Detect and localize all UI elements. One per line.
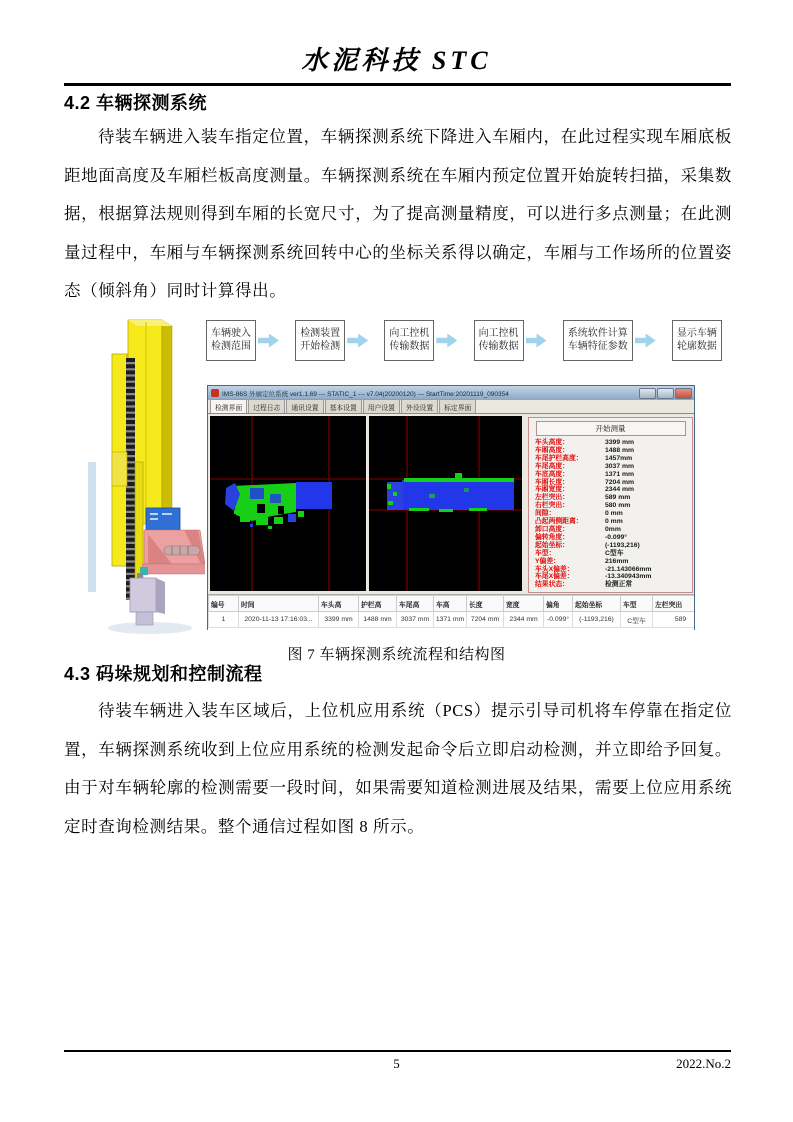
flow-box (384, 320, 434, 361)
flow-step (384, 320, 459, 361)
page-number: 5 (393, 1056, 400, 1071)
table-header-cell: 时间 (239, 596, 319, 612)
table-cell: (-1193,216) (573, 612, 621, 628)
measurement-value: -21.143066mm (605, 565, 652, 573)
flow-box (672, 320, 722, 361)
measurement-row (535, 550, 692, 558)
minimize-button-icon (639, 388, 656, 399)
close-button-icon (675, 388, 692, 399)
table-cell: 1488 mm (359, 612, 397, 628)
measurement-value: 0mm (605, 525, 621, 533)
flow-box-line2: 传输数据 (478, 340, 519, 352)
scan-top-view-panel (369, 416, 522, 591)
measurement-value: 3037 mm (605, 462, 635, 470)
table-header-cell: 护栏高 (359, 596, 397, 612)
measurement-label: 卸口高度： (535, 525, 569, 533)
window-controls (639, 388, 692, 399)
table-cell: -0.099° (544, 612, 573, 628)
tab: 基本设置 (325, 399, 362, 413)
measurement-value: 216mm (605, 557, 629, 565)
flow-arrow-right-icon (436, 334, 457, 348)
table-header-cell: 车型 (621, 596, 653, 612)
results-table (208, 594, 694, 630)
maximize-button-icon (657, 388, 674, 399)
issue-number: 2022.No.2 (676, 1056, 731, 1071)
table-cell: 3037 mm (397, 612, 434, 628)
header-rule (64, 83, 731, 86)
start-measure-button: 开始测量 (536, 421, 686, 436)
flow-box-line1: 检测装置 (300, 328, 341, 339)
tab: 用户设置 (363, 399, 400, 413)
flow-box-line1: 显示车辆 (676, 328, 717, 339)
measurement-label: 左栏突出： (535, 494, 569, 502)
flow-box-line1: 车辆驶入 (211, 328, 251, 339)
flow-arrow-right-icon (635, 334, 656, 348)
flow-box-line2: 车辆特征参数 (567, 340, 628, 352)
tab: 过程日志 (248, 399, 285, 413)
measurement-row (535, 439, 692, 447)
flow-box-line1: 系统软件计算 (567, 328, 628, 339)
table-row (209, 612, 695, 628)
measurement-row (535, 534, 692, 542)
paragraph-4-3: 待装车辆进入装车区域后，上位机应用系统（PCS）提示引导司机将车停靠在指定位置，车辆探测系统收到上位应用系统的检测发起命令后立即启动检测，并立即给予回复。由于对车辆轮廓的检测需要一段时间，如果需要知道检测进展及结果，需要上位应用系统定时查询检测结果。整个通信过程如图 8 所示。 (64, 701, 732, 836)
flow-box-line1: 向工控机 (389, 328, 430, 339)
table-header-cell: 车头高 (319, 596, 359, 612)
table-header-cell: 车高 (434, 596, 467, 612)
measurement-row (535, 526, 692, 534)
flow-step (563, 320, 658, 361)
table-cell: 7204 mm (467, 612, 504, 628)
flow-step (206, 320, 281, 361)
process-flowchart (206, 320, 722, 361)
measurement-row (535, 447, 692, 455)
flow-arrow-right-icon (526, 334, 547, 348)
flow-step (295, 320, 370, 361)
measurement-label: 车尾高度： (535, 462, 569, 470)
flow-step (474, 320, 549, 361)
measurement-label: 车型： (535, 549, 556, 557)
flow-box (206, 320, 256, 361)
flow-box-line2: 开始检测 (300, 340, 341, 352)
journal-title: 水泥科技 STC (301, 46, 492, 75)
figure-caption: 图 7 车辆探测系统流程和结构图 (287, 647, 506, 663)
table-cell: 1 (209, 612, 239, 628)
measurement-row (535, 581, 692, 589)
table-header-cell: 编号 (209, 596, 239, 612)
measurement-value: -0.099° (605, 533, 627, 541)
measurement-value: -13.340943mm (605, 573, 652, 581)
flow-step (672, 320, 722, 361)
vehicle-detector-3d-model-image (88, 312, 205, 638)
scan-side-view-panel (210, 416, 366, 591)
table-cell: C型车 (621, 612, 653, 628)
paragraph-4-2: 待装车辆进入装车指定位置，车辆探测系统下降进入车厢内，在此过程实现车厢底板距地面高度及车厢栏板高度测量。车辆探测系统在车厢内预定位置开始旋转扫描，采集数据，根据算法规则得到车厢的长宽尺寸，为了提高测量精度，可以进行多点测量；在此测量过程中，车厢与车辆探测系统回转中心的坐标关系得以确定，车厢与工作场所的位置姿态（倾斜角）同时计算得出。 (64, 127, 732, 300)
measurement-label: 车尾X偏差： (535, 573, 574, 581)
measurement-label: 结果状态： (535, 581, 569, 589)
flow-box (474, 320, 524, 361)
table-cell: 2020-11-13 17:16:03... (239, 612, 319, 628)
window-title: IMS-86S 外廓定位系统 ver1.1.69 --- STATIC_1 --- v7.04(20200120) --- StartTime:20201119_090354 (222, 390, 509, 398)
measurement-row (535, 502, 692, 510)
software-screenshot (207, 385, 695, 630)
measurement-row (535, 455, 692, 463)
measurement-value: 7204 mm (605, 478, 635, 486)
measurement-label: 车厢长度： (535, 478, 569, 486)
measurement-label: 车尾护栏高度： (535, 454, 583, 462)
table-header-cell: 长度 (467, 596, 504, 612)
measurement-label: 车头高度： (535, 439, 569, 446)
measurement-panel (528, 417, 693, 593)
section-heading-4-2: 4.2 车辆探测系统 (64, 93, 208, 113)
measurement-row (535, 558, 692, 566)
measurement-value: 3399 mm (605, 439, 635, 446)
measurement-value: (-1193,216) (605, 541, 640, 549)
measurement-label: 车厢宽度： (535, 486, 569, 494)
measurement-label: 车厢高度： (535, 446, 569, 454)
measurement-value: 1488 mm (605, 446, 635, 454)
tab: 检测界面 (210, 399, 247, 413)
measurement-value: C型车 (605, 549, 624, 557)
measurement-row (535, 471, 692, 479)
measurement-label: 偏转角度： (535, 533, 569, 541)
flow-box (295, 320, 345, 361)
app-icon (211, 389, 219, 397)
flow-box (563, 320, 633, 361)
measurement-label: 起始坐标： (535, 541, 569, 549)
measurement-value: 580 mm (605, 502, 631, 510)
tab-bar (208, 400, 694, 414)
flow-arrow-right-icon (347, 334, 368, 348)
measurement-label: 车头X偏差： (535, 565, 574, 573)
flow-arrow-right-icon (258, 334, 279, 348)
tab: 通讯设置 (286, 399, 323, 413)
measurement-value: 检测正常 (605, 581, 633, 589)
flow-box-line1: 向工控机 (478, 328, 519, 339)
measurement-label: 凸起两侧距离： (535, 518, 583, 526)
section-heading-4-3: 4.3 码垛规划和控制流程 (64, 664, 263, 684)
measurement-label: 右栏突出： (535, 502, 569, 510)
table-header-row (209, 596, 695, 612)
measurement-value: 0 mm (605, 510, 623, 518)
table-header-cell: 宽度 (504, 596, 544, 612)
measurement-list (529, 438, 692, 589)
measurement-row (535, 542, 692, 550)
measurement-value: 1457mm (605, 454, 633, 462)
measurement-row (535, 510, 692, 518)
table-header-cell: 左栏突出 (653, 596, 695, 612)
measurement-label: 车底高度： (535, 470, 569, 478)
table-cell: 3399 mm (319, 612, 359, 628)
measurement-value: 2344 mm (605, 486, 635, 494)
table-header-cell: 车尾高 (397, 596, 434, 612)
window-titlebar (208, 386, 694, 400)
measurement-label: Y偏差： (535, 557, 560, 565)
table-header-cell: 起始坐标 (573, 596, 621, 612)
tab: 外设设置 (401, 399, 438, 413)
measurement-value: 0 mm (605, 518, 623, 526)
tab: 标定界面 (439, 399, 476, 413)
measurement-row (535, 518, 692, 526)
table-cell: 1371 mm (434, 612, 467, 628)
footer-rule (64, 1050, 731, 1052)
flow-box-line2: 轮廓数据 (676, 340, 717, 352)
flow-box-line2: 传输数据 (389, 340, 430, 352)
measurement-value: 1371 mm (605, 470, 635, 478)
flow-box-line2: 检测范围 (211, 340, 251, 352)
measurement-value: 589 mm (605, 494, 631, 502)
table-cell: 2344 mm (504, 612, 544, 628)
measurement-row (535, 463, 692, 471)
table-header-cell: 偏角 (544, 596, 573, 612)
measurement-label: 间隙： (535, 510, 556, 518)
table-cell: 589 (653, 612, 695, 628)
